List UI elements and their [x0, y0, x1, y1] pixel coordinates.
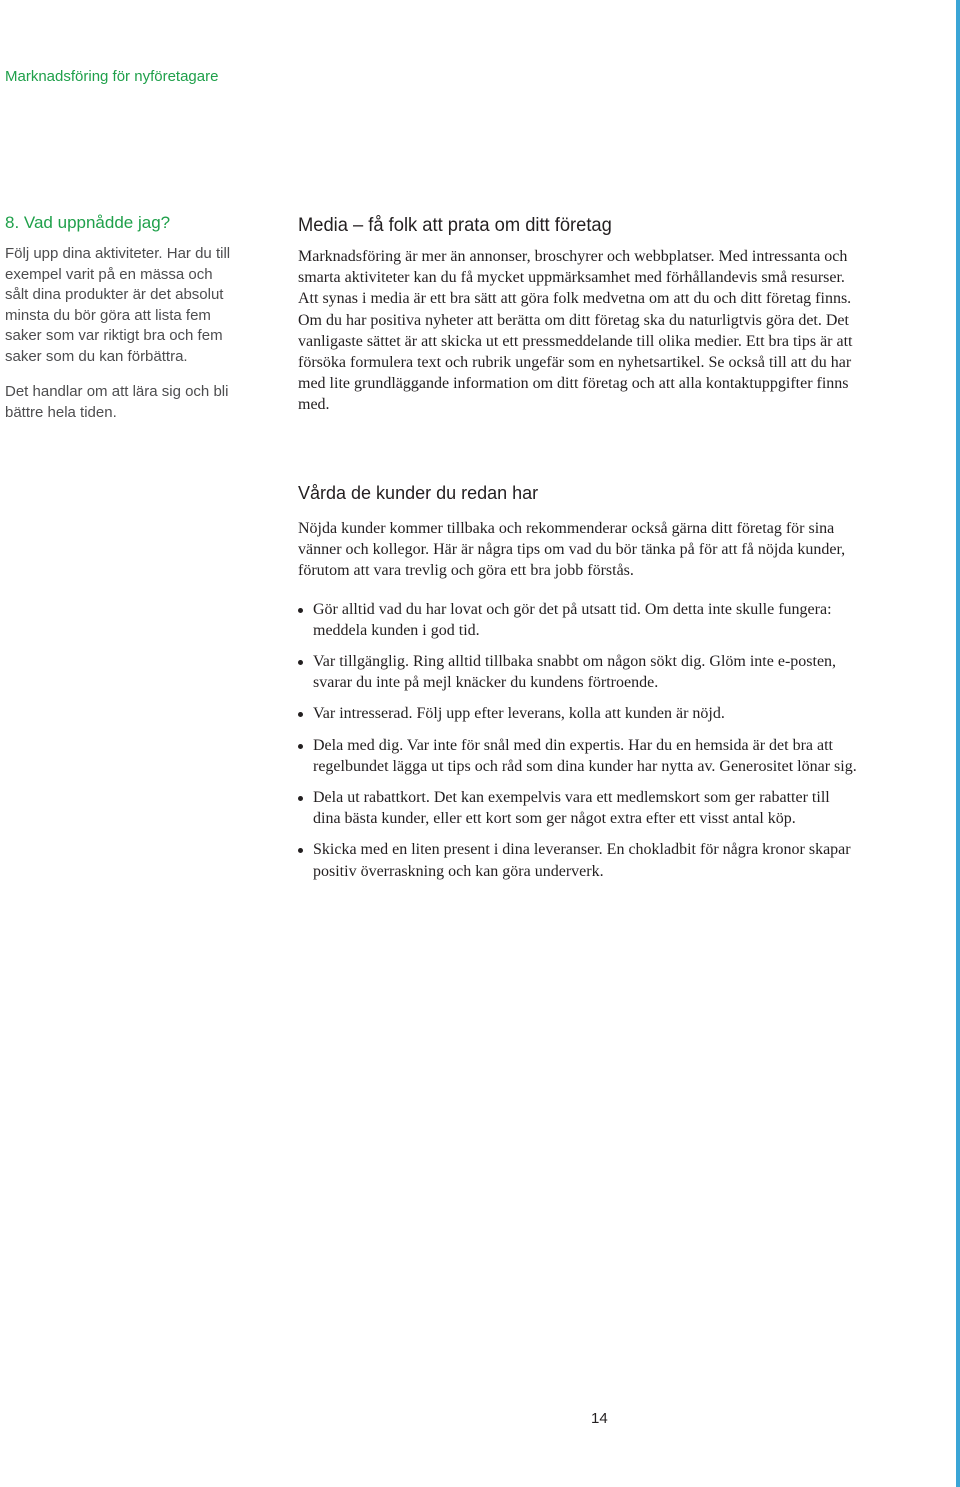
- list-item: Var tillgänglig. Ring alltid tillbaka snabbt om någon sökt dig. Glöm inte e-posten, svarar du inte på mejl knäcker du kundens förtroende.: [298, 651, 858, 693]
- page-edge-bar: [956, 0, 960, 1487]
- list-item: Var intresserad. Följ upp efter leverans, kolla att kunden är nöjd.: [298, 703, 858, 724]
- sidebar-paragraph: Det handlar om att lära sig och bli bättre hela tiden.: [5, 383, 229, 421]
- bullet-icon: [298, 848, 303, 853]
- customers-section: [298, 480, 858, 892]
- tips-list: [298, 599, 858, 882]
- list-item: Dela ut rabattkort. Det kan exempelvis vara ett medlemskort som ger rabatter till dina bästa kunder, eller ett kort som ger något extra efter ett visst antal köp.: [298, 787, 858, 829]
- media-paragraph: Om du har positiva nyheter att berätta om ditt företag ska du naturligtvis göra det. Det vanligaste sättet är att skicka ut ett pressmeddelande till olika medier. Ett bra tips är att försöka formulera text och rubrik ungefär som en nyhetsartikel. Se också till att du har med lite grundläggande information om ditt företag och att alla kontaktuppgifter finns med.: [298, 311, 853, 414]
- sidebar-box: [5, 212, 235, 438]
- bullet-icon: [298, 660, 303, 665]
- sidebar-heading: 8. Vad uppnådde jag?: [5, 213, 171, 232]
- customers-heading: Vårda de kunder du redan har: [298, 483, 539, 503]
- sidebar-paragraph: Följ upp dina aktiviteter. Har du till exempel varit på en mässa och sålt dina produkter är det absolut minsta du bör göra att lista fem saker som var riktigt bra och fem saker som du kan förbättra.: [5, 245, 231, 365]
- list-item: Gör alltid vad du har lovat och gör det på utsatt tid. Om detta inte skulle fungera: meddela kunden i god tid.: [298, 599, 858, 641]
- list-item: Dela med dig. Var inte för snål med din expertis. Har du en hemsida är det bra att regelbundet lägga ut tips och råd som dina kunder har nytta av. Generositet lönar sig.: [298, 735, 858, 777]
- page-number: 14: [591, 1410, 608, 1427]
- bullet-icon: [298, 744, 303, 749]
- customers-intro: Nöjda kunder kommer tillbaka och rekommenderar också gärna ditt företag för sina vänner och kollegor. Här är några tips om vad du bör tänka på för att få nöjda kunder, förutom att vara trevlig och göra ett bra jobb förstås.: [298, 520, 846, 580]
- bullet-icon: [298, 608, 303, 613]
- bullet-icon: [298, 796, 303, 801]
- media-heading: Media – få folk att prata om ditt företag: [298, 214, 612, 236]
- media-section: [298, 212, 858, 416]
- media-paragraph: Marknadsföring är mer än annonser, broschyrer och webbplatser. Med intressanta och smarta aktiviteter kan du få mycket uppmärksamhet med förhållandevis små resurser. Att synas i media är ett bra sätt att göra folk medvetna om att du och ditt företag finns.: [298, 248, 852, 308]
- running-header: Marknadsföring för nyföretagare: [5, 68, 219, 85]
- bullet-icon: [298, 712, 303, 717]
- list-item: Skicka med en liten present i dina leveranser. En chokladbit för några kronor skapar positiv överraskning och kan göra underverk.: [298, 839, 858, 881]
